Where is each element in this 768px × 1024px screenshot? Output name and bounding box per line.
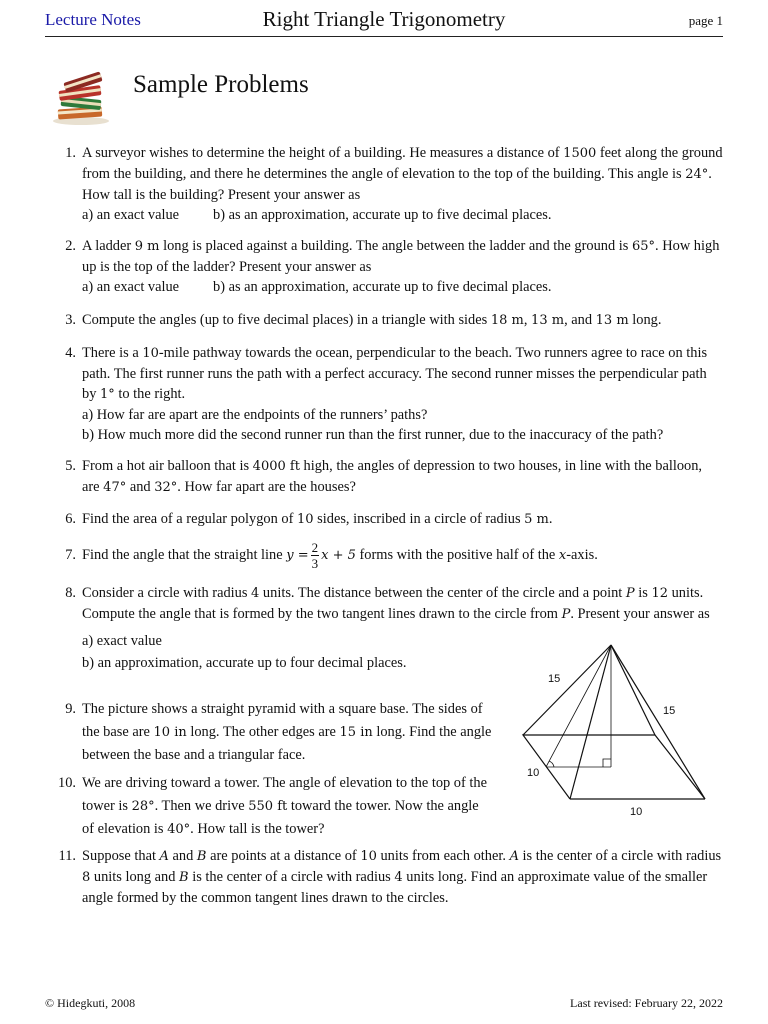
problem-text: Suppose that A and B are points at a distance of 10 units from each other. A is the center of a circle with radius 8 units long and B is the center of a circle with radius 4 units long. Find an approximate value of the smaller angle formed by the common tangent lines drawn to the circles.	[82, 848, 722, 906]
page-number: page 1	[688, 13, 723, 28]
problem-9	[65, 698, 494, 767]
lateral-edge	[570, 645, 611, 799]
lateral-edge	[611, 645, 655, 735]
problem-2	[65, 236, 723, 297]
stack-of-books-icon	[50, 66, 112, 126]
problem-text: There is a 10-mile pathway towards the ocean, perpendicular to the beach. Two runners agree to race on this path. The first runner runs the path with a perfect accuracy. The second runner misses the perpendicular path by 1° to the right.	[82, 345, 708, 402]
problem-text: We are driving toward a tower. The angle of elevation to the top of the tower is 28°. Then we drive 550 ft toward the tower. Now the angle of elevation is 40°. How tall is the tower?	[82, 775, 487, 837]
problem-text: The picture shows a straight pyramid with a square base. The sides of the base are 10 in long. The other edges are 15 in long. Find the angle between the base and a triangular face.	[82, 701, 492, 763]
problem-number: 6.	[65, 511, 76, 527]
problem-5	[65, 456, 723, 498]
problem-number: 7.	[65, 547, 76, 563]
problem-10	[58, 772, 494, 842]
lateral-edge	[611, 645, 705, 799]
problem-number: 2.	[65, 238, 76, 254]
label-base-left: 10	[527, 767, 540, 779]
question-a: a) How far are apart are the endpoints of the runners’ paths?	[82, 407, 428, 423]
section-title: Sample Problems	[133, 71, 309, 98]
problem-4	[65, 343, 723, 445]
problem-number: 3.	[65, 312, 76, 328]
lateral-edge	[523, 645, 611, 735]
problem-number: 1.	[65, 145, 76, 161]
problem-text: Compute the angles (up to five decimal places) in a triangle with sides 18 m, 13 m, and 13 m long.	[82, 312, 662, 328]
angle-arc	[549, 761, 554, 767]
copyright: © Hidegkuti, 2008	[45, 996, 136, 1010]
fraction: $\frac{2}{3}$	[311, 540, 319, 572]
problem-text: A surveyor wishes to determine the height of a building. He measures a distance of 1500 feet along the ground from the building, and there he determines the angle of elevation to the top of the building. This angle is 24°. How tall is the building? Present your answer as	[82, 145, 723, 203]
problem-6	[65, 509, 723, 530]
page-header	[45, 6, 723, 37]
problem-text: From a hot air balloon that is 4000 ft high, the angles of depression to two houses, in line with the balloon, are 47° and 32°. How far apart are the houses?	[82, 458, 703, 495]
slant-height-line	[546, 645, 611, 767]
problem-number: 9.	[65, 701, 76, 717]
lecture-notes-link[interactable]: Lecture Notes	[45, 10, 141, 29]
problem-3	[65, 310, 723, 331]
problem-number: 10.	[58, 775, 76, 791]
problem-7	[65, 538, 723, 573]
option-b: b) an approximation, accurate up to four decimal places.	[82, 655, 407, 671]
answer-options: a) an exact value b) as an approximation, accurate up to five decimal places.	[82, 279, 552, 295]
answer-options: a) an exact value b) as an approximation, accurate up to five decimal places.	[82, 207, 552, 223]
problem-number: 4.	[65, 345, 76, 361]
right-angle-mark	[603, 759, 611, 767]
problem-11	[58, 846, 723, 908]
label-base-bottom: 10	[630, 806, 643, 818]
problem-number: 8.	[65, 585, 76, 601]
label-left-edge: 15	[548, 673, 561, 685]
question-b: b) How much more did the second runner run than the first runner, due to the inaccuracy of the path?	[82, 427, 664, 443]
label-right-edge: 15	[663, 705, 676, 717]
problem-number: 11.	[58, 848, 76, 864]
document-title: Right Triangle Trigonometry	[262, 7, 506, 31]
last-revised: Last revised: February 22, 2022	[570, 996, 723, 1010]
problem-text: Find the angle that the straight line y = $\frac{2}{3}$ x + 5 forms with the positive half of the x-axis.	[82, 540, 598, 572]
problem-text: Consider a circle with radius 4 units. The distance between the center of the circle and a point P is 12 units. Compute the angle that is formed by the two tangent lines drawn to the circle from P. Present your answer as	[82, 585, 710, 622]
option-a: a) exact value	[82, 633, 162, 649]
problem-number: 5.	[65, 458, 76, 474]
problem-1	[65, 143, 723, 225]
problem-text: A ladder 9 m long is placed against a building. The angle between the ladder and the ground is 65°. How high up is the top of the ladder? Present your answer as	[82, 238, 720, 275]
problem-text: Find the area of a regular polygon of 10 sides, inscribed in a circle of radius 5 m.	[82, 511, 553, 527]
pyramid-figure	[518, 640, 718, 822]
